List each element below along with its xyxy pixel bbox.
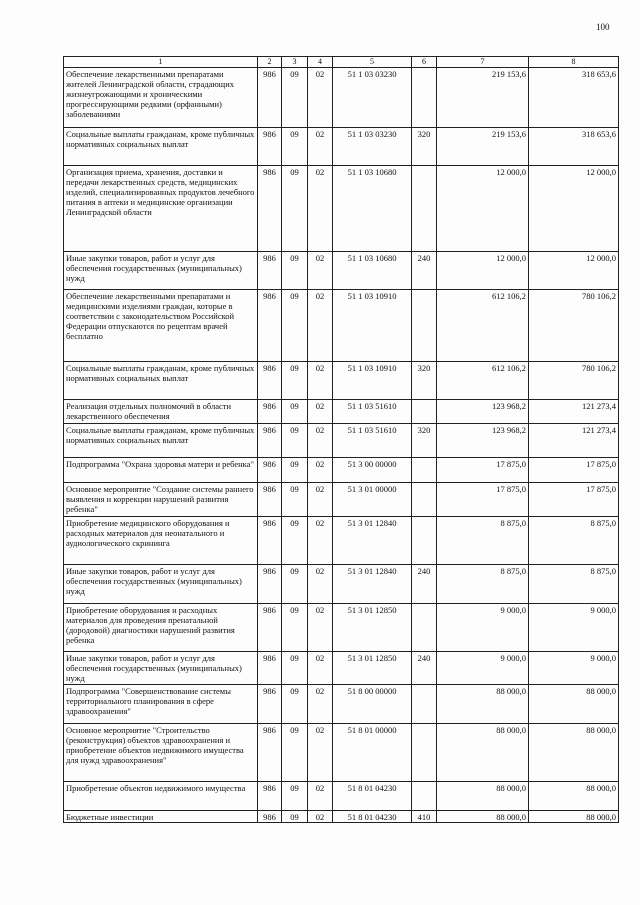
code-expense-type: 320 <box>412 362 437 400</box>
code-expense-type <box>412 68 437 128</box>
code-expense-type: 240 <box>412 252 437 290</box>
code-section: 09 <box>282 811 308 823</box>
code-section: 09 <box>282 517 308 565</box>
column-header: 3 <box>282 57 308 68</box>
code-subsection: 02 <box>308 290 333 362</box>
row-name: Приобретение оборудования и расходных материалов для проведения пренатальной (дородовой) диагностики нарушений развития ребенка <box>64 604 258 652</box>
table-row <box>64 724 619 782</box>
table-row <box>64 458 619 483</box>
amount-year-2: 88 000,0 <box>529 782 619 811</box>
table-row <box>64 652 619 685</box>
amount-year-2: 88 000,0 <box>529 811 619 823</box>
code-subsection: 02 <box>308 166 333 252</box>
code-target-item: 51 3 01 12840 <box>333 565 412 604</box>
code-target-item: 51 1 03 51610 <box>333 400 412 424</box>
row-name: Обеспечение лекарственными препаратами и медицинскими изделиями граждан, которые в соответствии с законодательством Российской Федерации отпускаются по рецептам врачей бесплатно <box>64 290 258 362</box>
code-section: 09 <box>282 290 308 362</box>
code-expense-type <box>412 166 437 252</box>
amount-year-2: 780 106,2 <box>529 290 619 362</box>
code-subsection: 02 <box>308 362 333 400</box>
column-header: 1 <box>64 57 258 68</box>
code-admin: 986 <box>258 362 282 400</box>
code-subsection: 02 <box>308 517 333 565</box>
amount-year-2: 12 000,0 <box>529 252 619 290</box>
code-admin: 986 <box>258 166 282 252</box>
code-section: 09 <box>282 424 308 458</box>
code-expense-type <box>412 517 437 565</box>
code-subsection: 02 <box>308 68 333 128</box>
code-subsection: 02 <box>308 252 333 290</box>
table-row <box>64 400 619 424</box>
row-name: Социальные выплаты гражданам, кроме публичных нормативных социальных выплат <box>64 362 258 400</box>
code-subsection: 02 <box>308 400 333 424</box>
amount-year-2: 17 875,0 <box>529 483 619 517</box>
table-row <box>64 604 619 652</box>
code-section: 09 <box>282 685 308 724</box>
code-admin: 986 <box>258 483 282 517</box>
row-name: Иные закупки товаров, работ и услуг для обеспечения государственных (муниципальных) нужд <box>64 252 258 290</box>
code-admin: 986 <box>258 424 282 458</box>
amount-year-1: 123 968,2 <box>437 424 529 458</box>
table-row <box>64 362 619 400</box>
row-name: Подпрограмма "Совершенствование системы территориального планирования в сфере здравоохранения" <box>64 685 258 724</box>
table-row <box>64 483 619 517</box>
row-name: Бюджетные инвестиции <box>64 811 258 823</box>
amount-year-1: 219 153,6 <box>437 68 529 128</box>
table-row <box>64 290 619 362</box>
table-row <box>64 782 619 811</box>
code-subsection: 02 <box>308 604 333 652</box>
code-target-item: 51 3 00 00000 <box>333 458 412 483</box>
amount-year-1: 12 000,0 <box>437 252 529 290</box>
amount-year-1: 12 000,0 <box>437 166 529 252</box>
code-target-item: 51 8 01 04230 <box>333 782 412 811</box>
code-admin: 986 <box>258 565 282 604</box>
row-name: Реализация отдельных полномочий в области лекарственного обеспечения <box>64 400 258 424</box>
amount-year-2: 9 000,0 <box>529 604 619 652</box>
code-target-item: 51 3 01 12850 <box>333 604 412 652</box>
code-subsection: 02 <box>308 483 333 517</box>
code-section: 09 <box>282 400 308 424</box>
amount-year-2: 17 875,0 <box>529 458 619 483</box>
code-section: 09 <box>282 458 308 483</box>
code-subsection: 02 <box>308 128 333 166</box>
amount-year-2: 88 000,0 <box>529 724 619 782</box>
amount-year-2: 8 875,0 <box>529 565 619 604</box>
code-target-item: 51 1 03 03230 <box>333 128 412 166</box>
code-expense-type <box>412 290 437 362</box>
amount-year-1: 219 153,6 <box>437 128 529 166</box>
code-target-item: 51 1 03 03230 <box>333 68 412 128</box>
code-admin: 986 <box>258 782 282 811</box>
code-target-item: 51 1 03 10680 <box>333 166 412 252</box>
column-header: 8 <box>529 57 619 68</box>
row-name: Иные закупки товаров, работ и услуг для обеспечения государственных (муниципальных) нужд <box>64 652 258 685</box>
row-name: Основное мероприятие "Строительство (реконструкция) объектов здравоохранения и приобретение объектов недвижимого имущества для нужд здравоохранения" <box>64 724 258 782</box>
amount-year-1: 17 875,0 <box>437 483 529 517</box>
code-expense-type: 320 <box>412 424 437 458</box>
code-subsection: 02 <box>308 811 333 823</box>
code-admin: 986 <box>258 724 282 782</box>
code-section: 09 <box>282 782 308 811</box>
amount-year-2: 88 000,0 <box>529 685 619 724</box>
code-subsection: 02 <box>308 652 333 685</box>
table-row <box>64 424 619 458</box>
code-section: 09 <box>282 565 308 604</box>
amount-year-2: 780 106,2 <box>529 362 619 400</box>
code-target-item: 51 1 03 10910 <box>333 362 412 400</box>
code-section: 09 <box>282 68 308 128</box>
column-header: 4 <box>308 57 333 68</box>
code-section: 09 <box>282 362 308 400</box>
code-expense-type <box>412 458 437 483</box>
code-section: 09 <box>282 724 308 782</box>
amount-year-1: 123 968,2 <box>437 400 529 424</box>
code-expense-type <box>412 483 437 517</box>
amount-year-1: 612 106,2 <box>437 362 529 400</box>
amount-year-1: 88 000,0 <box>437 685 529 724</box>
amount-year-2: 121 273,4 <box>529 400 619 424</box>
code-admin: 986 <box>258 252 282 290</box>
row-name: Организация приема, хранения, доставки и передачи лекарственных средств, медицинских изделий, специализированных продуктов лечебного питания в аптеки и медицинские организации Ленинградской области <box>64 166 258 252</box>
code-admin: 986 <box>258 128 282 166</box>
amount-year-2: 121 273,4 <box>529 424 619 458</box>
table-row <box>64 565 619 604</box>
row-name: Приобретение объектов недвижимого имущества <box>64 782 258 811</box>
code-subsection: 02 <box>308 782 333 811</box>
amount-year-1: 8 875,0 <box>437 565 529 604</box>
code-subsection: 02 <box>308 724 333 782</box>
table-row <box>64 128 619 166</box>
code-admin: 986 <box>258 811 282 823</box>
code-section: 09 <box>282 166 308 252</box>
code-target-item: 51 3 01 12850 <box>333 652 412 685</box>
code-subsection: 02 <box>308 458 333 483</box>
code-target-item: 51 8 01 04230 <box>333 811 412 823</box>
row-name: Основное мероприятие "Создание системы раннего выявления и коррекции нарушений развития ребенка" <box>64 483 258 517</box>
code-section: 09 <box>282 483 308 517</box>
amount-year-1: 17 875,0 <box>437 458 529 483</box>
amount-year-1: 612 106,2 <box>437 290 529 362</box>
code-admin: 986 <box>258 68 282 128</box>
code-admin: 986 <box>258 400 282 424</box>
row-name: Иные закупки товаров, работ и услуг для обеспечения государственных (муниципальных) нужд <box>64 565 258 604</box>
code-expense-type <box>412 724 437 782</box>
code-admin: 986 <box>258 685 282 724</box>
code-target-item: 51 1 03 10680 <box>333 252 412 290</box>
code-target-item: 51 1 03 10910 <box>333 290 412 362</box>
code-admin: 986 <box>258 458 282 483</box>
code-target-item: 51 3 01 12840 <box>333 517 412 565</box>
row-name: Приобретение медицинского оборудования и расходных материалов для неонатального и аудиологического скрининга <box>64 517 258 565</box>
table-row <box>64 252 619 290</box>
code-section: 09 <box>282 128 308 166</box>
code-expense-type <box>412 604 437 652</box>
amount-year-2: 318 653,6 <box>529 68 619 128</box>
amount-year-1: 88 000,0 <box>437 724 529 782</box>
amount-year-1: 88 000,0 <box>437 811 529 823</box>
code-section: 09 <box>282 652 308 685</box>
table-row <box>64 517 619 565</box>
row-name: Обеспечение лекарственными препаратами жителей Ленинградской области, страдающих жизнеугрожающими и хроническими прогрессирующими редкими (орфанными) заболеваниями <box>64 68 258 128</box>
amount-year-1: 9 000,0 <box>437 652 529 685</box>
table-row <box>64 811 619 823</box>
amount-year-2: 12 000,0 <box>529 166 619 252</box>
code-section: 09 <box>282 604 308 652</box>
column-header: 2 <box>258 57 282 68</box>
amount-year-2: 318 653,6 <box>529 128 619 166</box>
column-number-row <box>64 57 619 68</box>
code-expense-type: 240 <box>412 565 437 604</box>
budget-table <box>63 56 619 823</box>
code-subsection: 02 <box>308 424 333 458</box>
table-row <box>64 685 619 724</box>
row-name: Подпрограмма "Охрана здоровья матери и ребенка" <box>64 458 258 483</box>
code-target-item: 51 1 03 51610 <box>333 424 412 458</box>
row-name: Социальные выплаты гражданам, кроме публичных нормативных социальных выплат <box>64 424 258 458</box>
code-target-item: 51 8 01 00000 <box>333 724 412 782</box>
table-row <box>64 166 619 252</box>
code-expense-type: 320 <box>412 128 437 166</box>
column-header: 6 <box>412 57 437 68</box>
amount-year-1: 8 875,0 <box>437 517 529 565</box>
page-number: 100 <box>596 22 610 32</box>
code-subsection: 02 <box>308 565 333 604</box>
amount-year-2: 9 000,0 <box>529 652 619 685</box>
code-expense-type: 240 <box>412 652 437 685</box>
code-subsection: 02 <box>308 685 333 724</box>
column-header: 5 <box>333 57 412 68</box>
table-row <box>64 68 619 128</box>
code-admin: 986 <box>258 517 282 565</box>
code-expense-type <box>412 685 437 724</box>
amount-year-2: 8 875,0 <box>529 517 619 565</box>
code-target-item: 51 8 00 00000 <box>333 685 412 724</box>
code-target-item: 51 3 01 00000 <box>333 483 412 517</box>
code-admin: 986 <box>258 604 282 652</box>
code-expense-type: 410 <box>412 811 437 823</box>
amount-year-1: 9 000,0 <box>437 604 529 652</box>
code-expense-type <box>412 782 437 811</box>
code-section: 09 <box>282 252 308 290</box>
amount-year-1: 88 000,0 <box>437 782 529 811</box>
code-admin: 986 <box>258 652 282 685</box>
code-expense-type <box>412 400 437 424</box>
column-header: 7 <box>437 57 529 68</box>
code-admin: 986 <box>258 290 282 362</box>
row-name: Социальные выплаты гражданам, кроме публичных нормативных социальных выплат <box>64 128 258 166</box>
